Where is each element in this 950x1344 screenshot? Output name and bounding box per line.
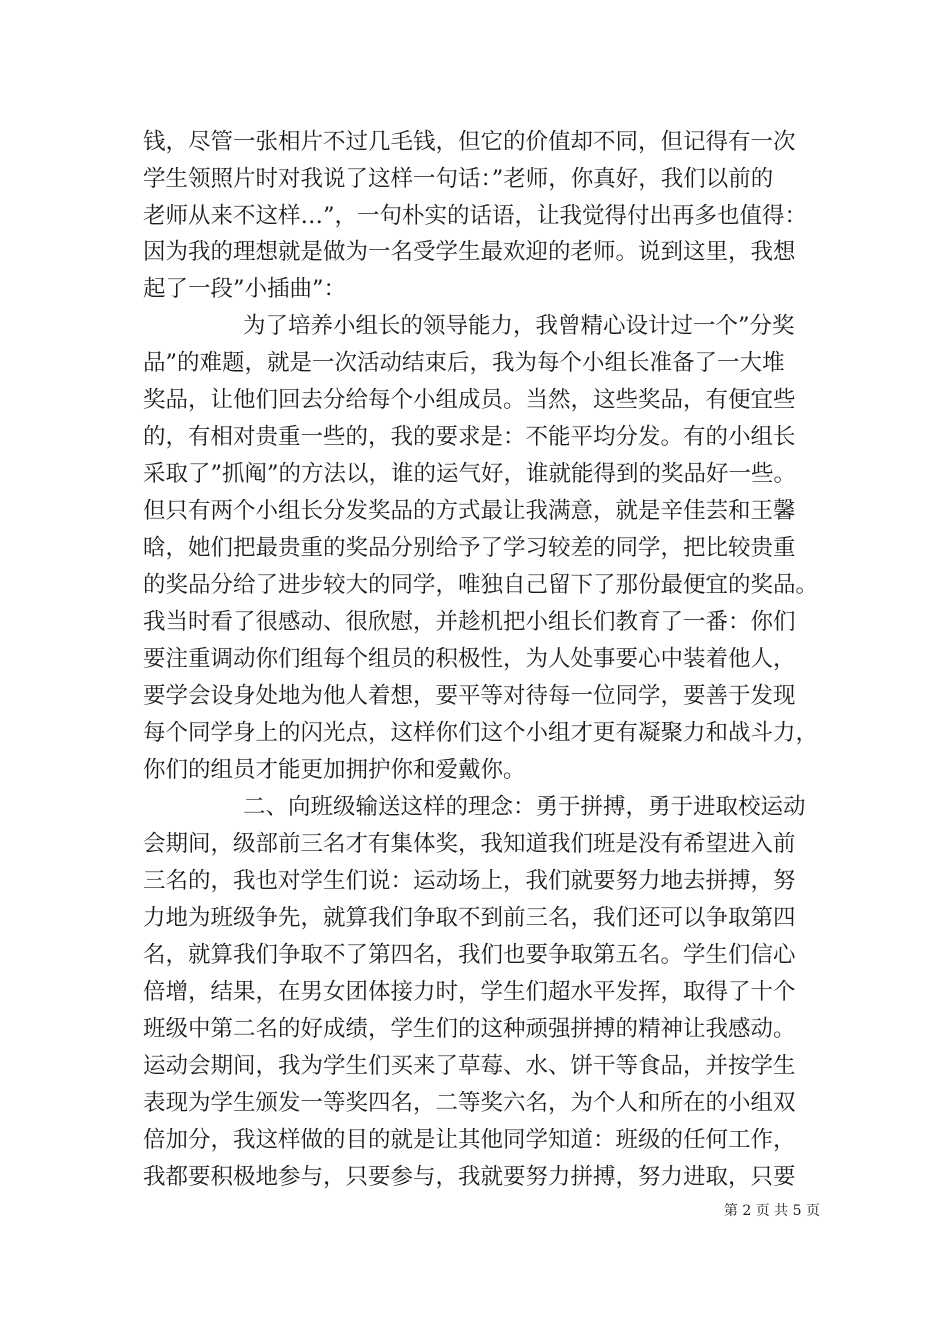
text-line: 我当时看了很感动、很欣慰，并趁机把小组长们教育了一番：你们 [143, 609, 796, 635]
text-line: 要学会设身处地为他人着想，要平等对待每一位同学，要善于发现 [143, 683, 796, 709]
text-line: 运动会期间，我为学生们买来了草莓、水、饼干等食品，并按学生 [143, 1053, 796, 1079]
text-line: 倍增，结果，在男女团体接力时，学生们超水平发挥，取得了十个 [143, 979, 796, 1005]
section-heading-line: 二、向班级输送这样的理念：勇于拼搏，勇于进取校运动 [243, 794, 806, 820]
text-line: 三名的，我也对学生们说：运动场上，我们就要努力地去拼搏，努 [143, 868, 796, 894]
text-line: 名，就算我们争取不了第四名，我们也要争取第五名。学生们信心 [143, 942, 796, 968]
page-number-footer: 第 2 页 共 5 页 [723, 1203, 820, 1219]
text-line: 的，有相对贵重一些的，我的要求是：不能平均分发。有的小组长 [143, 424, 796, 450]
text-line: 钱，尽管一张相片不过几毛钱，但它的价值却不同，但记得有一次 [143, 129, 796, 155]
text-line: 奖品，让他们回去分给每个小组成员。当然，这些奖品，有便宜些 [143, 387, 796, 413]
text-line: 表现为学生颁发一等奖四名，二等奖六名，为个人和所在的小组双 [143, 1090, 796, 1116]
text-line: 的奖品分给了进步较大的同学，唯独自己留下了那份最便宜的奖品。 [143, 572, 819, 598]
text-line: 班级中第二名的好成绩，学生们的这种顽强拼搏的精神让我感动。 [143, 1016, 796, 1042]
text-line: 老师从来不这样…”，一句朴实的话语，让我觉得付出再多也值得： [143, 203, 808, 229]
text-line: 会期间，级部前三名才有集体奖，我知道我们班是没有希望进入前 [143, 831, 796, 857]
text-line: 品”的难题，就是一次活动结束后，我为每个小组长准备了一大堆 [143, 350, 785, 376]
text-line: 起了一段”小插曲”： [143, 276, 347, 302]
text-line: 力地为班级争先，就算我们争取不到前三名，我们还可以争取第四 [143, 905, 796, 931]
text-line: 倍加分，我这样做的目的就是让其他同学知道：班级的任何工作， [143, 1127, 796, 1153]
text-line: 每个同学身上的闪光点，这样你们这个小组才更有凝聚力和战斗力， [143, 720, 819, 746]
text-line: 要注重调动你们组每个组员的积极性，为人处事要心中装着他人， [143, 646, 796, 672]
paragraph-start-line: 为了培养小组长的领导能力，我曾精心设计过一个”分奖 [243, 313, 795, 339]
text-line: 晗，她们把最贵重的奖品分别给予了学习较差的同学，把比较贵重 [143, 535, 796, 561]
text-line: 你们的组员才能更加拥护你和爱戴你。 [143, 757, 526, 783]
text-line: 但只有两个小组长分发奖品的方式最让我满意，就是辛佳芸和王馨 [143, 498, 796, 524]
text-line: 学生领照片时对我说了这样一句话：”老师，你真好，我们以前的 [143, 166, 774, 192]
text-line: 采取了”抓阄”的方法以，谁的运气好，谁就能得到的奖品好一些。 [143, 461, 797, 487]
text-line: 我都要积极地参与，只要参与，我就要努力拼搏，努力进取，只要 [143, 1164, 796, 1190]
text-line: 因为我的理想就是做为一名受学生最欢迎的老师。说到这里，我想 [143, 239, 796, 265]
